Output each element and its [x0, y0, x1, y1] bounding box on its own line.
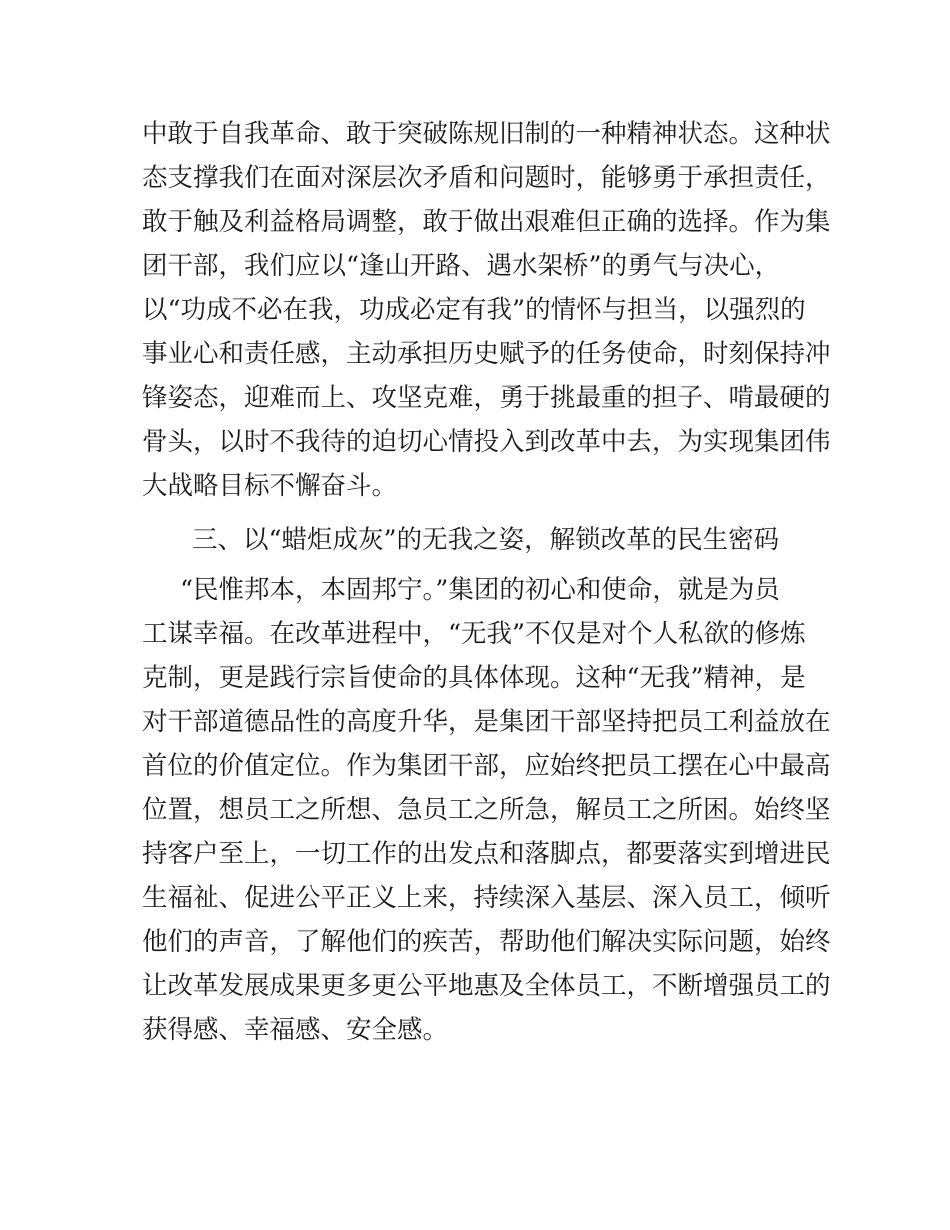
text-line-11: “民惟邦本，本固邦宁。”集团的初心和使命，就是为员 [180, 575, 780, 605]
text-line-7: 锋姿态，迎难而上、攻坚克难，勇于挑最重的担子、啃最硬的 [142, 383, 831, 413]
text-line-21: 获得感、幸福感、安全感。 [142, 1015, 449, 1045]
text-line-15: 首位的价值定位。作为集团干部，应始终把员工摆在心中最高 [142, 751, 831, 781]
text-line-13: 克制，更是践行宗旨使命的具体体现。这种“无我”精神，是 [142, 663, 806, 693]
text-line-16: 位置，想员工之所想、急员工之所急，解员工之所困。始终坚 [142, 795, 831, 825]
text-line-17: 持客户至上，一切工作的出发点和落脚点，都要落实到增进民 [142, 839, 831, 869]
text-line-2: 态支撑我们在面对深层次矛盾和问题时，能够勇于承担责任， [142, 163, 831, 193]
text-line-3: 敢于触及利益格局调整，敢于做出艰难但正确的选择。作为集 [142, 207, 831, 237]
text-line-5: 以“功成不必在我，功成必定有我”的情怀与担当，以强烈的 [142, 295, 806, 325]
text-line-6: 事业心和责任感，主动承担历史赋予的任务使命，时刻保持冲 [142, 339, 831, 369]
text-line-9: 大战略目标不懈奋斗。 [142, 471, 398, 501]
text-line-14: 对干部道德品性的高度升华，是集团干部坚持把员工利益放在 [142, 707, 831, 737]
text-line-4: 团干部，我们应以“逢山开路、遇水架桥”的勇气与决心， [142, 251, 781, 281]
text-line-18: 生福祉、促进公平正义上来，持续深入基层、深入员工，倾听 [142, 883, 831, 913]
text-line-19: 他们的声音，了解他们的疾苦，帮助他们解决实际问题，始终 [142, 927, 831, 957]
text-line-1: 中敢于自我革命、敢于突破陈规旧制的一种精神状态。这种状 [142, 119, 831, 149]
text-line-20: 让改革发展成果更多更公平地惠及全体员工，不断增强员工的 [142, 971, 831, 1001]
section-heading: 三、以“蜡炬成灰”的无我之姿，解锁改革的民生密码 [192, 525, 780, 555]
text-line-8: 骨头，以时不我待的迫切心情投入到改革中去，为实现集团伟 [142, 427, 831, 457]
text-line-12: 工谋幸福。在改革进程中，“无我”不仅是对个人私欲的修炼 [142, 619, 806, 649]
